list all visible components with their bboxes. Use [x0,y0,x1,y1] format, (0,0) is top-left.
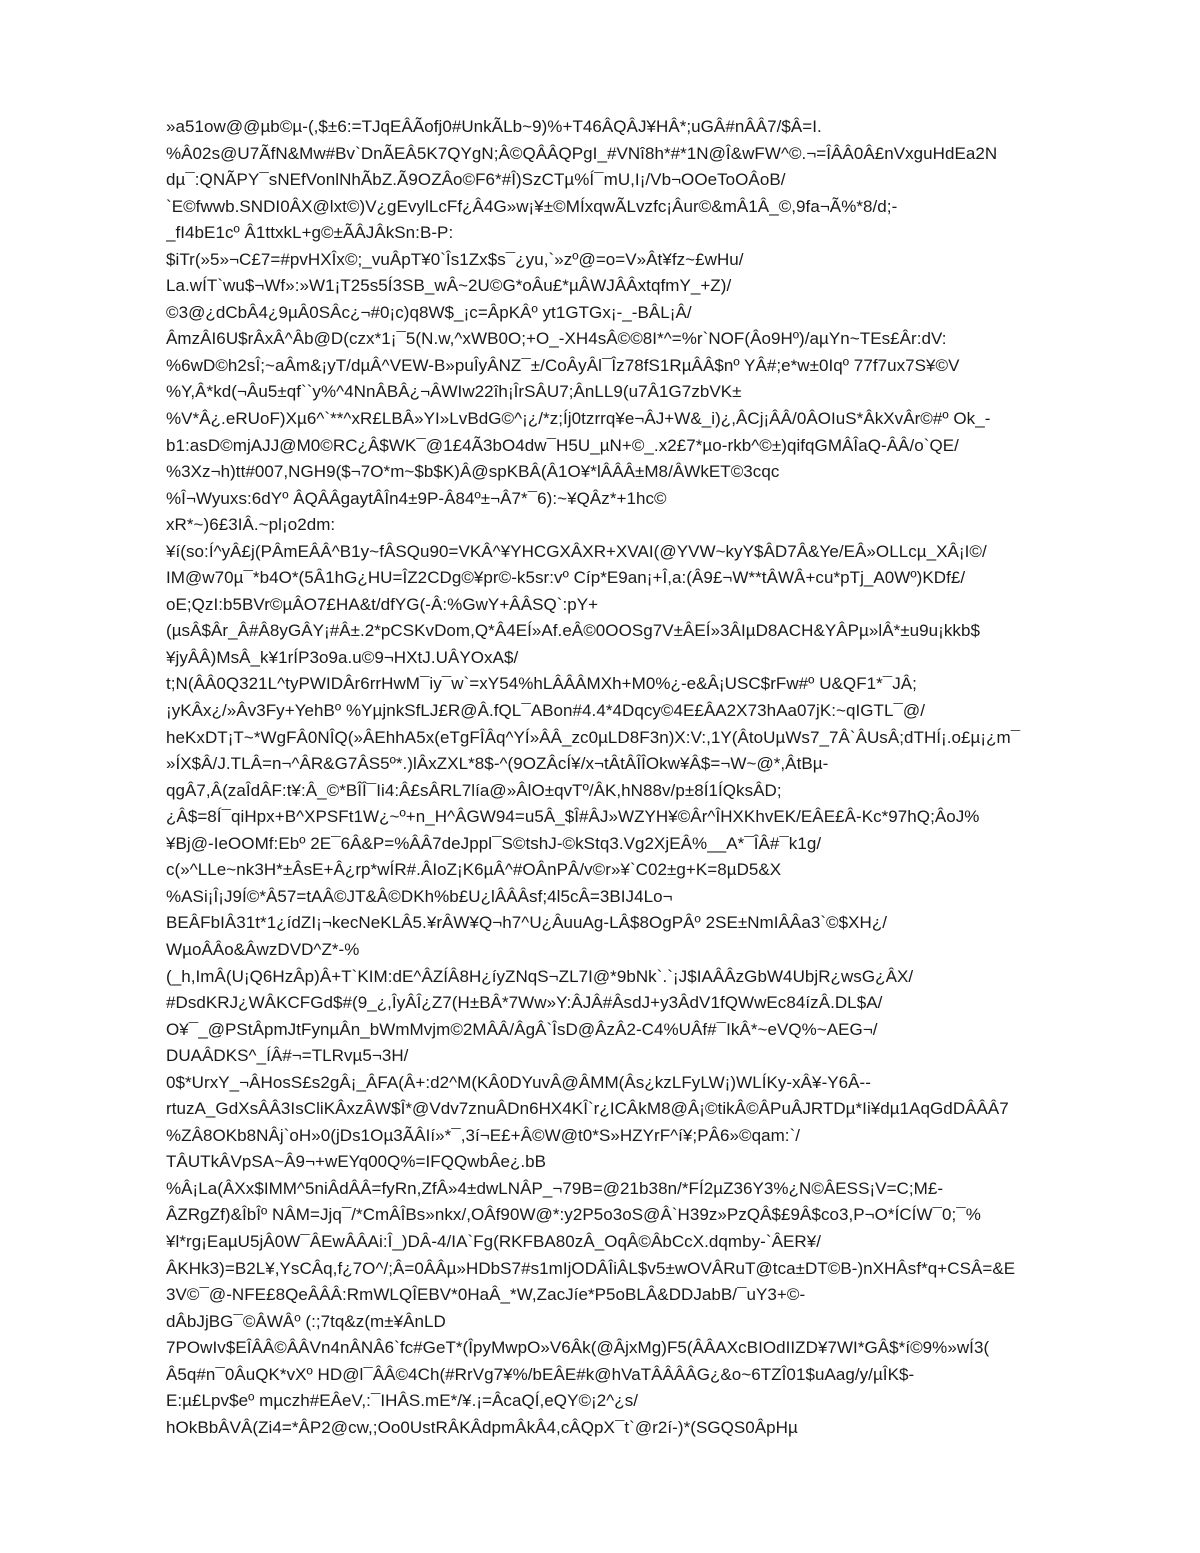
text-line: 0$*UrxY_¬ÂHosS£s2gÂ¡_ÂFA(Â+:d2^M(KÂ0DYuvÂ@ÂMM(Âs¿kzLFyLW¡)WLÍKy-xÂ¥-Y6Â-- [166,1072,871,1092]
text-line: ¥Bj@-IeOOMf:Ebº 2E¯6Â&P=%ÂÂ7deJppl¯S©tshJ-©kStq3.Vg2XjEÂ%__A*¯ÎÂ#¯k1g/ [166,833,822,853]
text-line: hOkBbÂVÂ(Zi4=*ÂP2@cw,;Oo0UstRÂKÂdpmÂkÂ4,cÂQpX¯t`@r2í-)*(SGQS0ÂpHµ [166,1417,798,1437]
text-line: »ÍX$Â/J.TLÂ=n¬^ÂR&G7ÂS5º*.)lÂxZXL*8$-^(9OZÂcÍ¥/x¬tÂtÂÎÎOkw¥Â$=¬W~@*,ÂtBµ- [166,754,829,774]
document-body [166,114,1126,1441]
text-line: WµoÂÂo&ÂwzDVD^Z*-% [166,939,360,959]
text-line: dµ¯:QNÃPY¯sNEfVonlNhÃbZ.Ã9OZÂo©F6*#Î)SzCTµ%Í¯mU,I¡/Vb¬OOeToOÂoB/ [166,170,786,190]
text-line: c(»^LLe~nk3H*±ÂsE+Â¿rp*wÍR#.ÂIoZ¡K6µÂ^#OÂnPÂ/v©r»¥`C02±g+K=8µD5&X [166,860,782,880]
text-line: ÂmzÂI6U$rÂxÂ^Âb@D(czx*1¡¯5(N.w,^xWB0O;+O_-XH4sÂ©©8I*^=%r`NOF(Âo9Hº)/aµYn~TEs£Âr:dV: [166,329,947,349]
text-line: %3Xz¬h)tt#007,NGH9($¬7O*m~$b$K)Â@spKBÂ(Â1O¥*lÂÂÂ±M8/ÂWkET©3cqc [166,462,780,482]
text-line: %Â02s@U7ÃfN&Mw#Bv`DnÃEÂ5K7QYgN;Â©QÂÂQPgI_#VNî8h*#*1N@Î&wFW^©.¬=ÎÂÂ0Â£nVxguHdEa2N [166,143,998,163]
text-line: %ASi¡Î¡J9Í©*Â57=tAÂ©JT&Â©DKh%b£U¿lÂÂÂsf;4l5cÂ=3BIJ4Lo¬ [166,886,673,906]
text-line: DUAÂDKS^_ÍÂ#¬=TLRvµ5¬3H/ [166,1046,409,1066]
text-line: _fI4bE1cº Â1ttxkL+g©±ÃÂJÂkSn:B-P: [166,223,454,243]
text-line: O¥¯_@PStÂpmJtFynµÂn_bWmMvjm©2MÂÂ/ÂgÂ`ÎsD@ÂzÂ2-C4%UÂf#¯IkÂ*~eVQ%~AEG¬/ [166,1019,878,1039]
text-line: ÂZRgZf)&ÎbÎº NÂM=Jjq¯/*CmÂÎBs»nkx/,OÂf90W@*:y2P5o3oS@Â`H39z»PzQÂ$£9Â$co3,P¬O*ÍCÍW¯0;¯% [166,1205,981,1225]
text-line: %Î¬Wyuxs:6dYº ÂQÂÂgaytÂÎn4±9P-Â84º±¬Â7*¯6):~¥QÂz*+1hc© [166,488,667,508]
text-line: »a51ow@@µb©µ-(,$±6:=TJqEÂÃofj0#UnkÃLb~9)%+T46ÂQÂJ¥HÂ*;uGÂ#nÂÂ7/$Â=I. [166,117,822,136]
text-line: rtuzA_GdXsÂÂ3IsCliKÂxzÂW$Î*@Vdv7znuÂDn6HX4KÎ`r¿ICÂkM8@Â¡©tikÂ©ÂPuÂJRTDµ*Ii¥dµ1AqGdDÂÂÂ7 [166,1099,1009,1119]
text-line: qgÂ7,Â(zaÎdÂF:t¥:Â_©*BÎÎ¯Ii4:Â£sÂRL7lía@»ÂlO±qvTº/ÂK,hN88v/p±8Í1ÍQksÂD; [166,780,782,800]
text-line: IM@w70µ¯*b4O*(5Â1hG¿HU=ÎZ2CDg©¥pr©-k5sr:vº Cíp*E9an¡+Î,a:(Â9£¬W**tÂWÂ+cu*pTj_A0Wº)KDf£/ [166,568,966,588]
text-line: TÂUTkÂVpSA~Â9¬+wEYq00Q%=IFQQwbÂe¿.bB [166,1152,547,1172]
text-line: ¡yKÂx¿/»Âv3Fy+YehBº %YµjnkSfLJ£R@Â.fQL¯ABon#4.4*4Dqcy©4E£ÂA2X73hAa07jK:~qIGTL¯@/ [166,701,925,721]
text-line: t;N(ÂÂ0Q321L^tyPWIDÂr6rrHwM¯iy¯w`=xY54%hLÂÂÂMXh+M0%¿-e&Â¡USC$rFw#º U&QF1*¯JÂ; [166,674,917,694]
text-line: ¥l*rg¡EaµU5jÂ0W¯ÂEwÂÂAi:Î_)DÂ-4/IA`Fg(RKFBA80zÂ_OqÂ©ÂbCcX.dqmby-`ÂER¥/ [166,1231,821,1251]
text-line: %6wD©h2sÎ;~aÂm&¡yT/dµÂ^VEW-B»puÎyÂNZ¯±/CoÂyÂl¯Îz78fS1RµÂÂ$nº YÂ#;e*w±0Iqº 77f7ux7S¥©V [166,355,960,375]
text-line: 3V©¯@-NFE£8QeÂÂÂ:RmWLQÎEBV*0HaÂ_*W,ZacJíe*P5oBLÂ&DDJabB/¯uY3+©- [166,1285,806,1305]
text-line: E:µ£Lpv$eº mµczh#EÂeV,:¯IHÂS.mE*/¥.¡=ÂcaQÍ,eQY©¡2^¿s/ [166,1391,639,1411]
text-line: 7POwIv$EÎÂÂ©ÂÂVn4nÂNÂ6`fc#GeT*(ÎpyMwpO»V6Âk(@ÂjxMg)F5(ÂÂAXcBIOdIIZD¥7WI*GÂ$*í©9%»wÍ3( [166,1338,990,1358]
text-line: dÂbJjBG¯©ÂWÂº (:;7tq&z(m±¥ÂnLD [166,1311,446,1331]
text-line: ¥jyÂÂ)MsÂ_k¥1rÍP3o9a.u©9¬HXtJ.UÂYOxA$/ [166,647,519,667]
text-line: b1:asD©mjAJJ@M0©RC¿Â$WK¯@1£4Ã3bO4dw¯H5U_µN+©_.x2£7*µo-rkb^©±)qifqGMÂÎaQ-ÂÂ/o`QE/ [166,435,959,455]
text-line: Â5q#n¯0ÂuQK*vXº HD@l¯ÂÂ©4Ch(#RrVg7¥%/bEÂE#k@hVaTÂÂÂÂG¿&o~6TZÎ01$uAag/y/µÎK$- [166,1364,915,1384]
text-line: ©3@¿dCbÂ4¿9µÂ0SÂc¿¬#0¡c)q8W$_¡c=ÂpKÂº yt1GTGx¡-_-BÂL¡Â/ [166,302,692,322]
text-line: `E©fwwb.SNDI0ÂX@lxt©)V¿gEvylLcFf¿Â4G»w¡¥±©MÍxqwÃLvzfc¡Âur©&mÂ1Â_©,9fa¬Ã%*8/d;- [166,196,898,216]
text-line: La.wÍT`wu$¬Wf»:»W1¡T25s5Í3SB_wÂ~2U©G*oÂu£*µÂWJÂÂxtqfmY_+Z)/ [166,276,732,296]
text-line: ¿Â$=8Í¯qiHpx+B^XPSFt1W¿~º+n_H^ÂGW94=u5Â_$Î#ÂJ»WZYH¥©Âr^ÎHXKhvEK/EÂE£Â-Kc*97hQ;ÂoJ% [166,807,980,827]
text-line: #DsdKRJ¿WÂKCFGd$#(9_¿,ÎyÂÎ¿Z7(H±BÂ*7Ww»Y:ÂJÂ#ÂsdJ+y3ÂdV1fQWwEc84ízÂ.DL$A/ [166,993,883,1013]
text-line: xR*~)6£3IÂ.~pl¡o2dm: [166,515,336,535]
text-line: %Â¡La(ÂXx$IMM^5niÂdÂÂ=fyRn,ZfÂ»4±dwLNÂP_¬79B=@21b38n/*FÍ2µZ36Y3%¿N©ÂESS¡V=C;M£- [166,1178,944,1198]
text-line: $iTr(»5»¬C£7=#pvHXÎx©;_vuÂpT¥0`Îs1Zx$s¯¿yu,`»zº@=o=V»Ât¥fz~£wHu/ [166,249,744,269]
text-line: %ZÂ8OKb8NÂj`oH»0(jDs1Oµ3ÃÂIí»*¯,3í¬E£+Â©W@t0*S»HZYrF^í¥;PÂ6»©qam:`/ [166,1125,801,1145]
text-line: ¥í(so:Í^yÂ£j(PÂmEÂÂ^B1y~fÂSQu90=VKÂ^¥YHCGXÂXR+XVAI(@YVW~kyY$ÂD7Â&Ye/EÂ»OLLcµ_XÂ¡I©/ [166,541,987,561]
text-line: %Y,Â*kd(¬Âu5±qf``y%^4NnÂBÂ¿¬ÂWIw22îh¡ÎrSÂU7;ÂnLL9(u7Â1G7zbVK± [166,382,742,402]
text-line: BEÂFbIÂ31t*1¿ídZI¡¬kecNeKLÂ5.¥rÂW¥Q¬h7^U¿ÂuuAg-LÂ$8OgPÂº 2SE±NmIÂÂa3`©$XH¿/ [166,913,888,933]
text-line: ÂKHk3)=B2L¥,YsCÂq,f¿7O^/;Â=0ÂÂµ»HDbS7#s1mIjODÂÎiÂL$v5±wOVÂRuT@tca±DT©B-)nXHÂsf*q+CSÂ=&E [166,1258,1016,1278]
text-line: (µsÂ$Âr_Â#Â8yGÂY¡#Â±.2*pCSKvDom,Q*Â4EÍ»Af.eÂ©0OOSg7V±ÂEÍ»3ÂIµD8ACH&YÂPµ»lÂ*±u9u¡kkb$ [166,621,980,641]
text-line: (_h,ImÂ(U¡Q6HzÂp)Â+T`KIM:dE^ÂZÍÂ8H¿íyZNqS¬ZL7I@*9bNk`.`¡J$IAÂÂzGbW4UbjR¿wsG¿ÂX/ [166,966,914,986]
text-line: heKxDT¡T~*WgFÂ0NÎQ(»ÂEhhA5x(eTgFÎÂq^YÍ»ÂÂ_zc0µLD8F3n)X:V:,1Y(ÂtoUµWs7_7Â`ÂUsÂ;dTHÍ¡.o£µ¡¿m¯ [166,727,1021,747]
text-line: %V*Â¿.eRUoF)Xµ6^`**^xR£LBÂ»YI»LvBdG©^¡¿/*z;Íj0tzrrq¥e¬ÂJ+W&_i)¿,ÂCj¡ÂÂ/0ÂOIuS*ÂkXvÂr©#º Ok_- [166,409,991,429]
text-line: oE;QzI:b5BVr©µÂO7£HA&t/dfYG(-Â:%GwY+ÂÂSQ`:pY+ [166,594,599,614]
